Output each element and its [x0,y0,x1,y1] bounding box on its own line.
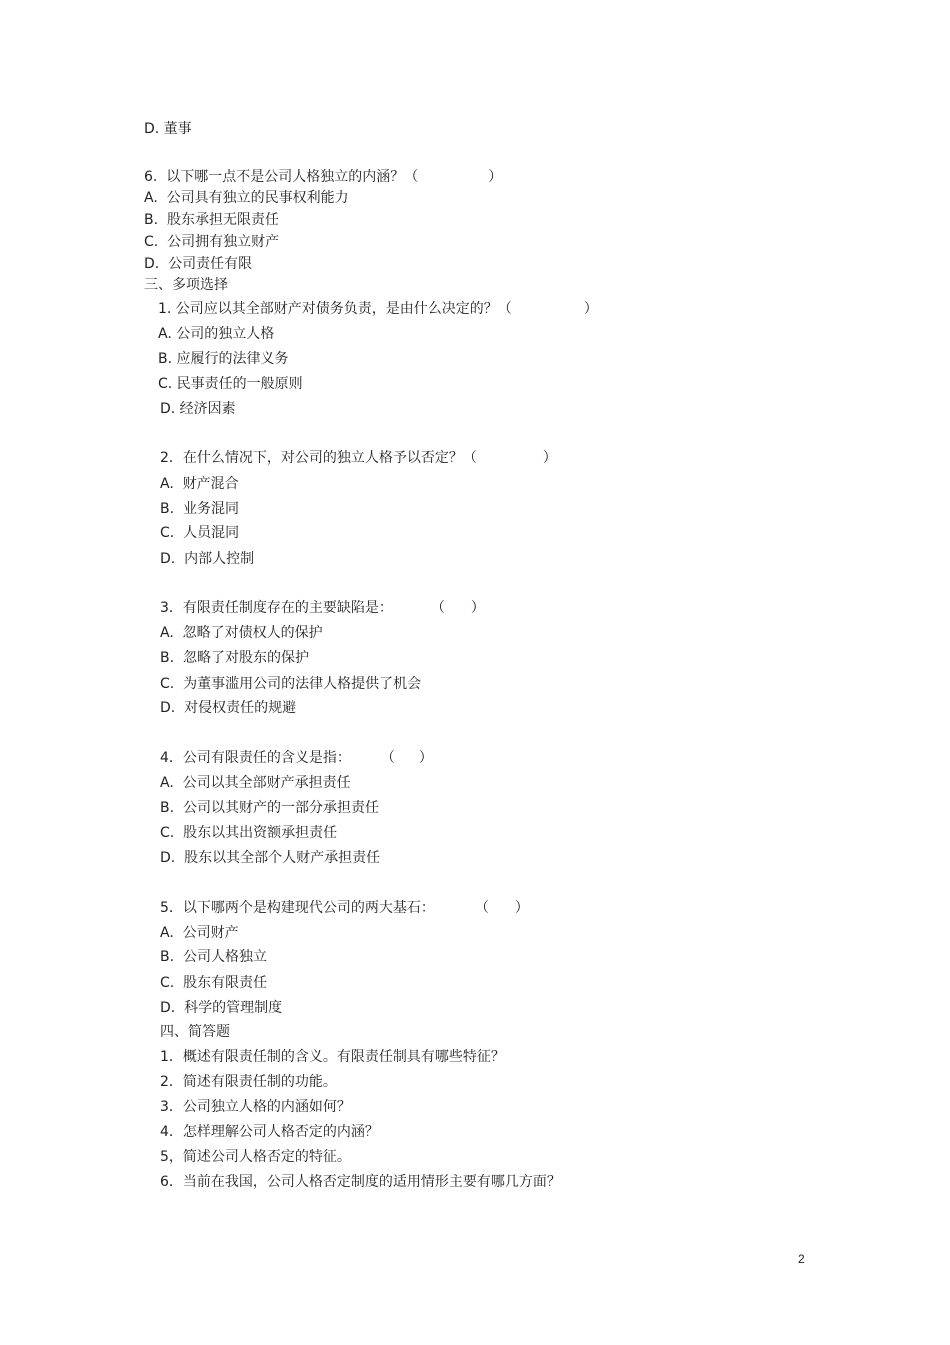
s3-q4-option-b: B. 公司以其财产的一部分承担责任 [160,800,379,816]
q6-option-a: A. 公司具有独立的民事权利能力 [144,190,349,206]
s3-q4-stem: 4．公司有限责任的含义是指： [160,750,351,766]
s3-q4-option-d: D. 股东以其全部个人财产承担责任 [160,850,381,866]
section3-heading: 三、多项选择 [144,277,228,293]
s4-question-2: 2．简述有限责任制的功能。 [160,1074,337,1090]
s3-q5-option-b: B. 公司人格独立 [160,949,267,965]
s3-q1-stem: 1. 公司应以其全部财产对债务负责，是由什么决定的？（ [158,301,512,317]
s3-q3-stem-line [160,599,485,617]
s3-q3-stem: 3．有限责任制度存在的主要缺陷是： [160,600,393,616]
prev-option-d: D. 董事 [144,121,192,137]
s3-q2-stem-line [160,449,557,467]
s3-q5-open-paren: （ [474,900,489,916]
s3-q1-option-a: A. 公司的独立人格 [158,326,275,342]
s3-q5-stem-line [160,899,529,917]
s3-q4-open-paren: （ [380,750,395,766]
s3-q1-stem-line [158,300,598,318]
s4-question-5: 5，简述公司人格否定的特征。 [160,1149,351,1165]
s3-q2-stem: 2．在什么情况下，对公司的独立人格予以否定？（ [160,450,477,466]
s3-q1-option-b: B. 应履行的法律义务 [158,351,289,367]
q6-option-b: B. 股东承担无限责任 [144,212,279,228]
s4-question-4: 4．怎样理解公司人格否定的内涵？ [160,1124,379,1140]
s4-question-6: 6．当前在我国，公司人格否定制度的适用情形主要有哪几方面？ [160,1174,561,1190]
s3-q2-option-d: D. 内部人控制 [160,551,255,567]
q6-close-paren: ） [488,169,503,185]
s3-q5-stem: 5．以下哪两个是构建现代公司的两大基石： [160,900,435,916]
s3-q1-option-c: C. 民事责任的一般原则 [158,376,303,392]
q6-stem-line [144,168,502,186]
s3-q3-option-b: B. 忽略了对股东的保护 [160,650,309,666]
s3-q5-option-d: D. 科学的管理制度 [160,1000,283,1016]
s3-q3-option-d: D. 对侵权责任的规避 [160,700,297,716]
s3-q4-option-c: C. 股东以其出资额承担责任 [160,825,338,841]
s3-q3-open-paren: （ [430,600,445,616]
q6-option-c: C. 公司拥有独立财产 [144,234,280,250]
s3-q1-close-paren: ） [583,301,598,317]
q6-stem: 6. 以下哪一点不是公司人格独立的内涵？（ [144,169,419,185]
s3-q5-option-c: C. 股东有限责任 [160,975,268,991]
q6-option-d: D. 公司责任有限 [144,256,253,272]
s3-q1-option-d: D. 经济因素 [160,401,236,417]
page-number: 2 [798,1252,805,1266]
s3-q2-option-a: A. 财产混合 [160,476,239,492]
s3-q3-option-a: A. 忽略了对债权人的保护 [160,625,323,641]
s3-q2-close-paren: ） [542,450,557,466]
section4-heading: 四、简答题 [160,1024,230,1040]
s3-q4-option-a: A. 公司以其全部财产承担责任 [160,775,351,791]
s3-q2-option-c: C. 人员混同 [160,525,240,541]
s3-q5-option-a: A. 公司财产 [160,925,239,941]
s4-question-1: 1．概述有限责任制的含义。有限责任制具有哪些特征？ [160,1049,505,1065]
s3-q3-close-paren: ） [470,600,485,616]
s3-q5-close-paren: ） [514,900,529,916]
s3-q2-option-b: B. 业务混同 [160,501,239,517]
s3-q4-stem-line [160,749,433,767]
s3-q3-option-c: C. 为董事滥用公司的法律人格提供了机会 [160,676,422,692]
s4-question-3: 3．公司独立人格的内涵如何？ [160,1099,351,1115]
s3-q4-close-paren: ） [418,750,433,766]
